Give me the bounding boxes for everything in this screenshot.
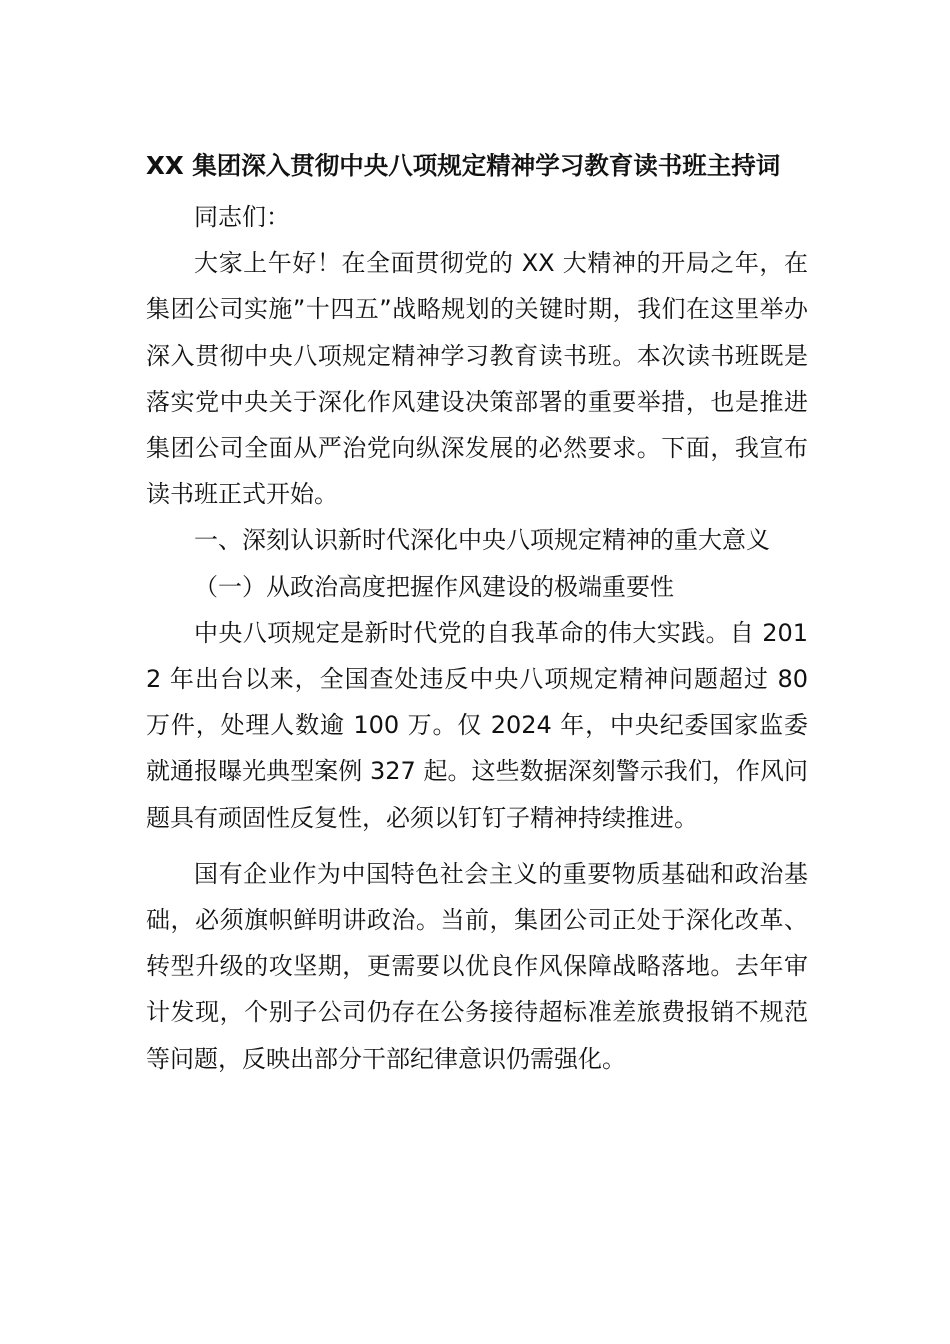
- document-title: XX 集团深入贯彻中央八项规定精神学习教育读书班主持词: [146, 151, 781, 180]
- body-paragraph: 中央八项规定是新时代党的自我革命的伟大实践。自 2012 年出台以来，全国查处违反中央八项规定精神问题超过 80 万件，处理人数逾 100 万。仅 2024 年，中央纪委国家监委就通报曝光典型案例 327 起。这些数据深刻警示我们，作风问题具有顽固性反复性，必须以钉钉子精神持续推进。: [146, 618, 808, 832]
- body-paragraph: 国有企业作为中国特色社会主义的重要物质基础和政治基础，必须旗帜鲜明讲政治。当前，集团公司正处于深化改革、转型升级的攻坚期，更需要以优良作风保障战略落地。去年审计发现，个别子公司仍存在公务接待超标准差旅费报销不规范等问题，反映出部分干部纪律意识仍需强化。: [146, 859, 808, 1073]
- document-body: [146, 194, 808, 1082]
- opening-paragraph: 大家上午好！在全面贯彻党的 XX 大精神的开局之年，在集团公司实施”十四五”战略规划的关键时期，我们在这里举办深入贯彻中央八项规定精神学习教育读书班。本次读书班既是落实党中央关于深化作风建设决策部署的重要举措，也是推进集团公司全面从严治党向纵深发展的必然要求。下面，我宣布读书班正式开始。: [146, 249, 808, 509]
- salutation: 同志们：: [194, 203, 290, 231]
- section-heading: 一、深刻认识新时代深化中央八项规定精神的重大意义: [194, 526, 770, 555]
- subsection-heading: （一）从政治高度把握作风建设的极端重要性: [194, 572, 674, 601]
